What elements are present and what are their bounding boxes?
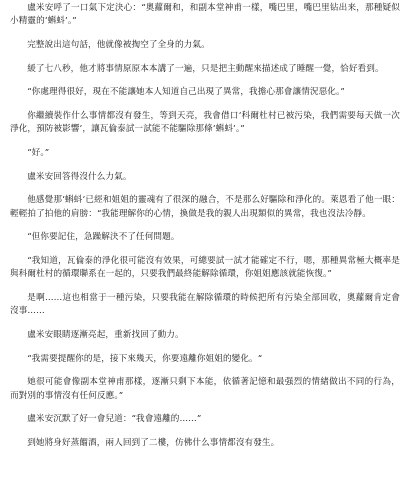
paragraph-gap bbox=[10, 29, 400, 39]
paragraph: “好。” bbox=[27, 148, 50, 159]
paragraph-gap bbox=[10, 76, 400, 86]
paragraph-gap bbox=[10, 319, 400, 329]
paragraph-gap bbox=[10, 52, 400, 62]
paragraph: 盧米安呼了一口氣下定決心：“奧蘿爾和，和副本堂神甫一樣，嘴巴里，嘴巴里钻出来，那種疑似小精靈的‘蝌蚪’。” bbox=[10, 3, 400, 27]
paragraph: 盧米安眼睛逐漸亮起，重新找回了動力。 bbox=[27, 330, 184, 341]
paragraph-gap bbox=[10, 282, 400, 292]
paragraph-gap bbox=[10, 427, 400, 437]
paragraph: “我知道，瓦倫泰的淨化很可能沒有效果，可總要試一試才能確定不行，嗯，那種異常極大概率是與科爾杜村的循環聯系在一起的，只要我們最終能解除循環，你姐姐應該就能恢復。” bbox=[10, 256, 400, 280]
paragraph-gap bbox=[10, 245, 400, 255]
paragraph: 緩了七八秒，他才將事情原原本本講了一遍，只是把主動醒來描述成了睡醒一覺，恰好看到。 bbox=[27, 63, 384, 74]
paragraph-gap bbox=[10, 137, 400, 147]
paragraph: 到她將身好蒸餾酒，兩人回到了二樓，仿佛什么事情都沒有發生。 bbox=[27, 438, 280, 449]
paragraph: “我需要提醒你的是，接下來幾天，你要遠離你姐姐的變化。“ bbox=[27, 353, 263, 364]
paragraph: 盧米安沉默了好一會兒道：“我會遠離的……” bbox=[27, 414, 202, 425]
paragraph: “你處理得很好，現在不能讓她本人知道自己出現了異常，我擔心那會讓情況惡化。” bbox=[27, 87, 345, 98]
paragraph-gap bbox=[10, 160, 400, 170]
paragraph-gap bbox=[10, 366, 400, 376]
paragraph-gap bbox=[10, 221, 400, 231]
paragraph: 她很可能會像副本堂神甫那樣，逐漸只剩下本能，依循著記憶和最强烈的情緒做出不同的行為，而對別的事情沒有任何反應。” bbox=[10, 377, 400, 401]
paragraph-gap bbox=[10, 184, 400, 194]
paragraph: 盧米安回答得沒什么力氣。 bbox=[27, 171, 132, 182]
paragraph: “但你要記住，急躁解決不了任何問題。 bbox=[27, 232, 180, 243]
paragraph-gap bbox=[10, 342, 400, 352]
paragraph: 他感覺那‘蝌蚪’已經和姐姐的靈魂有了很深的融合，不是那么好驅除和淨化的。萊恩看了他一眼：輕輕拍了拍他的肩膀：“我能理解你的心情，換做是我的親人出現類似的異常，我也沒法冷靜。 bbox=[10, 195, 400, 219]
paragraph: 完整說出這句話，他就像被掏空了全身的力氣。 bbox=[27, 39, 210, 50]
paragraph-gap bbox=[10, 100, 400, 110]
paragraph: 是啊……這也相當于一種污染，只要我能在解除循環的時候把所有污染全部回收，奧蘿爾肯定會沒事…… bbox=[10, 293, 400, 317]
paragraph: 你繼續裝作什么事情都沒有發生，等到天亮，我會借口‘科爾杜村已被污染，我們需要每天做一次淨化，預防被影響’，讓瓦倫泰試一試能不能驅除那條‘蝌蚪’。” bbox=[10, 111, 400, 135]
paragraph-gap bbox=[10, 403, 400, 413]
